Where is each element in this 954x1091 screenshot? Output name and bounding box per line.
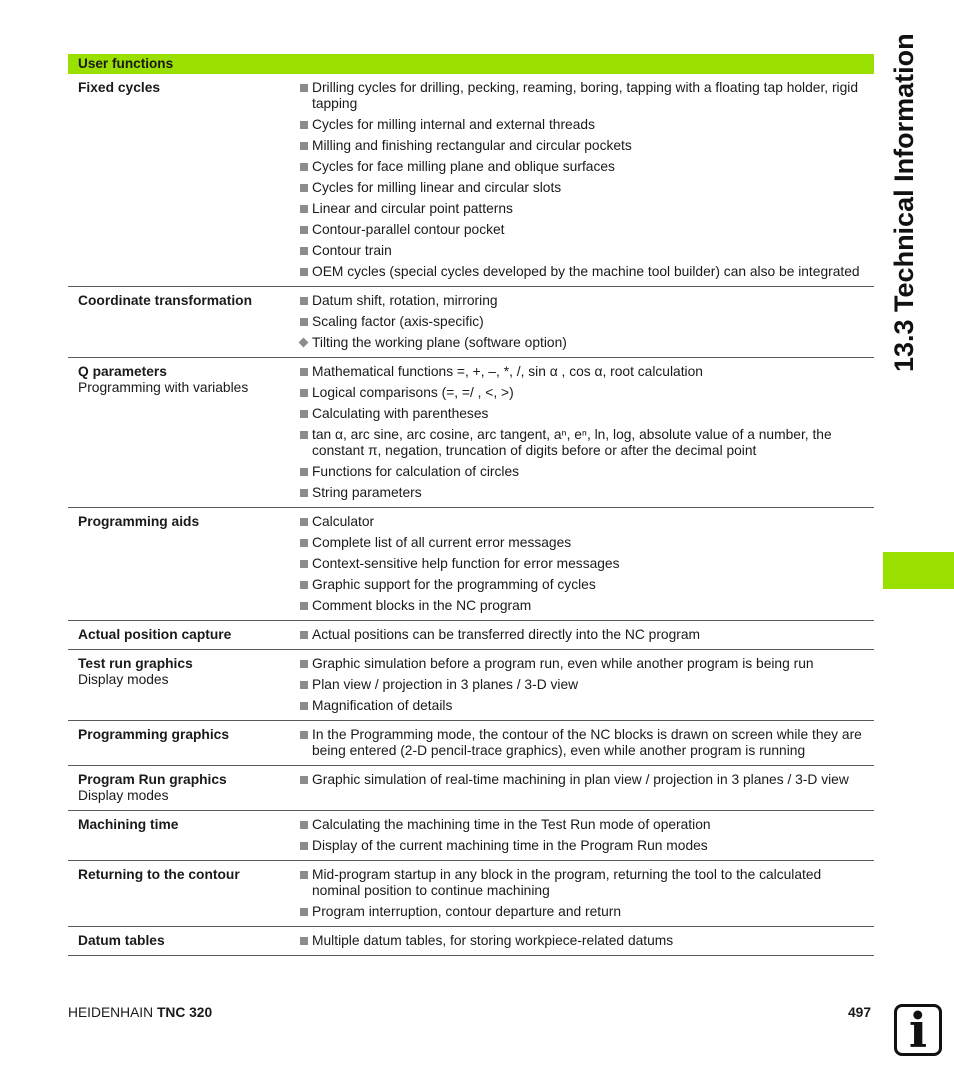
item-text: Magnification of details (312, 698, 453, 713)
row-items (298, 933, 874, 949)
square-bullet-icon (300, 184, 308, 192)
list-item (298, 867, 864, 899)
table-header: User functions (68, 54, 874, 74)
row-label (68, 80, 298, 280)
item-text: Tilting the working plane (software option) (312, 335, 567, 350)
list-item (298, 772, 864, 788)
list-item (298, 698, 864, 714)
square-bullet-icon (300, 205, 308, 213)
row-label (68, 627, 298, 643)
item-text: Calculator (312, 514, 375, 529)
item-text: Display of the current machining time in the Program Run modes (312, 838, 708, 853)
list-item (298, 264, 864, 280)
row-items (298, 627, 874, 643)
item-text: Program interruption, contour departure and return (312, 904, 622, 919)
table-row (68, 621, 874, 650)
table-row (68, 358, 874, 508)
table-row (68, 74, 874, 287)
item-text: Scaling factor (axis-specific) (312, 314, 484, 329)
square-bullet-icon (300, 226, 308, 234)
row-label (68, 293, 298, 351)
row-title: Fixed cycles (78, 80, 161, 95)
row-label (68, 656, 298, 714)
list-item (298, 117, 864, 133)
item-text: Graphic simulation of real-time machining in plan view / projection in 3 planes / 3-D view (312, 772, 849, 787)
square-bullet-icon (300, 842, 308, 850)
item-text: Datum shift, rotation, mirroring (312, 293, 498, 308)
square-bullet-icon (300, 602, 308, 610)
item-text: Graphic simulation before a program run, even while another program is being run (312, 656, 814, 671)
section-title: 13.3 Technical Information (889, 33, 919, 372)
table-row (68, 927, 874, 956)
item-text: Cycles for milling linear and circular slots (312, 180, 562, 195)
item-text: Mathematical functions =, +, –, *, /, sin α , cos α, root calculation (312, 364, 703, 379)
square-bullet-icon (300, 163, 308, 171)
item-text: Context-sensitive help function for error messages (312, 556, 620, 571)
square-bullet-icon (300, 297, 308, 305)
row-items (298, 656, 874, 714)
table-row (68, 650, 874, 721)
table-row (68, 766, 874, 811)
square-bullet-icon (300, 581, 308, 589)
square-bullet-icon (300, 121, 308, 129)
list-item (298, 556, 864, 572)
row-label (68, 867, 298, 920)
square-bullet-icon (300, 318, 308, 326)
square-bullet-icon (300, 468, 308, 476)
square-bullet-icon (300, 821, 308, 829)
list-item (298, 243, 864, 259)
square-bullet-icon (300, 84, 308, 92)
square-bullet-icon (300, 489, 308, 497)
row-label (68, 933, 298, 949)
row-title: Test run graphics (78, 656, 193, 671)
row-title: Actual position capture (78, 627, 232, 642)
row-subtitle: Display modes (78, 788, 169, 803)
chapter-tab-marker (883, 552, 954, 589)
list-item (298, 80, 864, 112)
list-item (298, 817, 864, 833)
square-bullet-icon (300, 871, 308, 879)
list-item (298, 514, 864, 530)
square-bullet-icon (300, 431, 308, 439)
square-bullet-icon (300, 518, 308, 526)
row-title: Programming graphics (78, 727, 230, 742)
square-bullet-icon (300, 539, 308, 547)
item-text: Actual positions can be transferred directly into the NC program (312, 627, 701, 642)
info-icon (894, 1003, 942, 1059)
row-title: Programming aids (78, 514, 200, 529)
item-text: Plan view / projection in 3 planes / 3-D view (312, 677, 579, 692)
row-title: Program Run graphics (78, 772, 227, 787)
list-item (298, 577, 864, 593)
list-item (298, 222, 864, 238)
row-title: Q parameters (78, 364, 167, 379)
list-item (298, 485, 864, 501)
list-item (298, 464, 864, 480)
row-items (298, 293, 874, 351)
row-items (298, 817, 874, 854)
table-row (68, 721, 874, 766)
square-bullet-icon (300, 937, 308, 945)
list-item (298, 293, 864, 309)
row-title: Returning to the contour (78, 867, 240, 882)
item-text: Functions for calculation of circles (312, 464, 520, 479)
table-row (68, 508, 874, 621)
row-items (298, 772, 874, 804)
list-item (298, 427, 864, 459)
item-text: Drilling cycles for drilling, pecking, reaming, boring, tapping with a floating tap holder, rigid tapping (312, 80, 859, 111)
row-items (298, 727, 874, 759)
square-bullet-icon (300, 560, 308, 568)
item-text: Logical comparisons (=, =/ , <, >) (312, 385, 514, 400)
square-bullet-icon (300, 681, 308, 689)
row-items (298, 80, 874, 280)
list-item (298, 364, 864, 380)
list-item (298, 406, 864, 422)
list-item (298, 838, 864, 854)
list-item (298, 138, 864, 154)
row-items (298, 514, 874, 614)
row-label (68, 514, 298, 614)
square-bullet-icon (300, 776, 308, 784)
list-item (298, 627, 864, 643)
item-text: Calculating with parentheses (312, 406, 489, 421)
row-items (298, 867, 874, 920)
list-item (298, 904, 864, 920)
row-label (68, 727, 298, 759)
square-bullet-icon (300, 389, 308, 397)
item-text: tan α, arc sine, arc cosine, arc tangent, aⁿ, eⁿ, ln, log, absolute value of a number, the constant π, negation, truncation of digits before or after the decimal point (312, 427, 832, 458)
row-label (68, 772, 298, 804)
table-row (68, 861, 874, 927)
list-item (298, 598, 864, 614)
table-row (68, 811, 874, 861)
square-bullet-icon (300, 247, 308, 255)
item-text: Contour-parallel contour pocket (312, 222, 505, 237)
list-item (298, 677, 864, 693)
square-bullet-icon (300, 410, 308, 418)
list-item (298, 933, 864, 949)
square-bullet-icon (300, 631, 308, 639)
list-item (298, 314, 864, 330)
row-title: Coordinate transformation (78, 293, 253, 308)
square-bullet-icon (300, 368, 308, 376)
list-item (298, 335, 864, 351)
item-text: Comment blocks in the NC program (312, 598, 532, 613)
item-text: Mid-program startup in any block in the program, returning the tool to the calculated nominal position to continue machining (312, 867, 822, 898)
item-text: Cycles for milling internal and external threads (312, 117, 595, 132)
info-icon-glyph: i (908, 1003, 928, 1059)
row-subtitle: Display modes (78, 672, 169, 687)
item-text: Multiple datum tables, for storing workpiece-related datums (312, 933, 674, 948)
list-item (298, 727, 864, 759)
row-subtitle: Programming with variables (78, 380, 249, 395)
item-text: OEM cycles (special cycles developed by the machine tool builder) can also be integrated (312, 264, 860, 279)
footer-brand (68, 1005, 212, 1020)
square-bullet-icon (300, 660, 308, 668)
square-bullet-icon (300, 702, 308, 710)
list-item (298, 159, 864, 175)
item-text: Linear and circular point patterns (312, 201, 513, 216)
user-functions-table (68, 54, 874, 956)
page-number: 497 (848, 1005, 872, 1020)
table-row (68, 287, 874, 358)
row-title: Machining time (78, 817, 179, 832)
table-body (68, 74, 874, 956)
item-text: Contour train (312, 243, 392, 258)
list-item (298, 656, 864, 672)
item-text: Milling and finishing rectangular and circular pockets (312, 138, 632, 153)
square-bullet-icon (300, 731, 308, 739)
item-text: In the Programming mode, the contour of the NC blocks is drawn on screen while they are being entered (2-D pencil-trace graphics), even while another program is running (312, 727, 862, 758)
list-item (298, 180, 864, 196)
brand-name: HEIDENHAIN (68, 1005, 154, 1020)
square-bullet-icon (300, 908, 308, 916)
item-text: Cycles for face milling plane and oblique surfaces (312, 159, 615, 174)
row-title: Datum tables (78, 933, 165, 948)
row-label (68, 817, 298, 854)
row-label (68, 364, 298, 501)
list-item (298, 385, 864, 401)
square-bullet-icon (300, 142, 308, 150)
item-text: String parameters (312, 485, 422, 500)
model-name: TNC 320 (156, 1005, 213, 1020)
list-item (298, 535, 864, 551)
row-items (298, 364, 874, 501)
diamond-bullet-icon (299, 338, 309, 348)
item-text: Complete list of all current error messages (312, 535, 572, 550)
square-bullet-icon (300, 268, 308, 276)
item-text: Graphic support for the programming of cycles (312, 577, 596, 592)
item-text: Calculating the machining time in the Test Run mode of operation (312, 817, 711, 832)
list-item (298, 201, 864, 217)
